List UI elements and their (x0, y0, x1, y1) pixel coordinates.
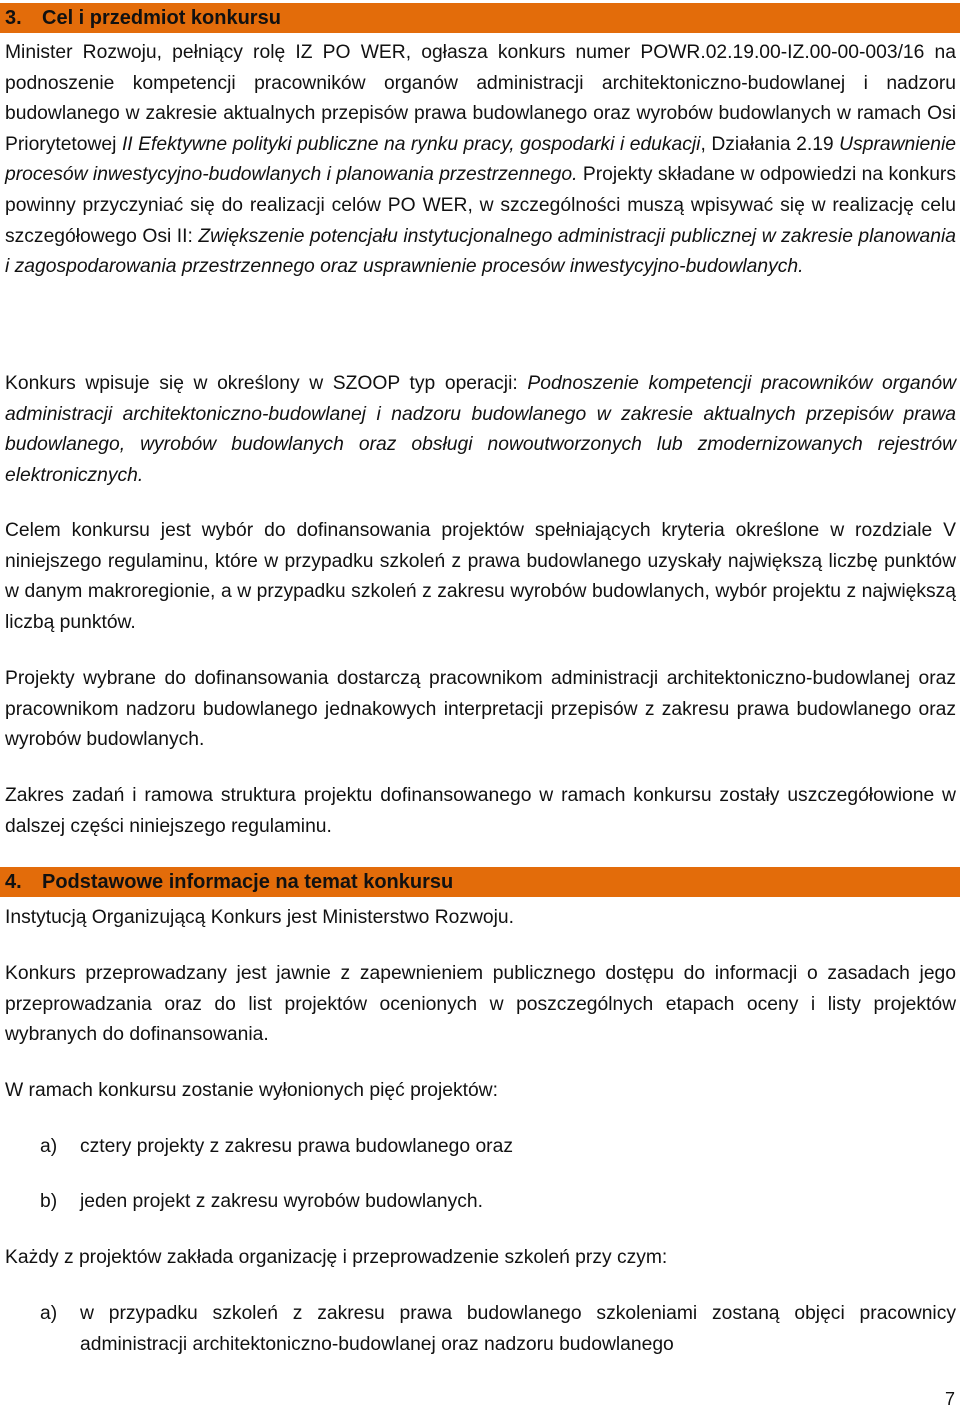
list-marker: a) (40, 1136, 58, 1157)
paragraph-competition-goal: Celem konkursu jest wybór do dofinansowania projektów spełniających kryteria określone w rozdziale V niniejszego regulaminu, które w przypadku szkoleń z prawa budowlanego uzyskały największą liczbę punktów w danym makroregionie, a w przypadku szkoleń z zakresu wyrobów budowlanych, wybór projektu z największą liczbą punktów. (5, 520, 956, 633)
text-run: Projekty składane w odpowiedzi na konkurs powinny przyczyniać się do realizacji celów PO WER, w szczególności muszą wpisywać się w realizację celu szczegółowego Osi II: (5, 164, 956, 247)
paragraph-training: Każdy z projektów zakłada organizację i przeprowadzenie szkoleń przy czym: (5, 1247, 668, 1268)
list-marker: a) (40, 1303, 58, 1324)
list-item (40, 1132, 956, 1163)
paragraph-competition-aim (5, 38, 956, 283)
list-item-text: jeden projekt z zakresu wyrobów budowlanych. (80, 1191, 483, 1212)
paragraph-scope: Zakres zadań i ramowa struktura projektu dofinansowanego w ramach konkursu zostały uszczegółowione w dalszej części niniejszego regulaminu. (5, 785, 956, 837)
section-number: 3. (5, 7, 22, 29)
page-number: 7 (944, 1389, 955, 1409)
list-item (40, 1299, 956, 1360)
text-run-italic: Zwiększenie potencjału instytucjonalnego administracji publicznej w zakresie planowania i zagospodarowania przestrzennego oraz usprawnienie procesów inwestycyjno-budowlanych. (5, 225, 956, 278)
text-run: , Działania 2.19 (700, 133, 840, 155)
list-item-text: w przypadku szkoleń z zakresu prawa budowlanego szkoleniami zostaną objęci pracownicy administracji architektoniczno-budowlanej oraz nadzoru budowlanego (80, 1303, 956, 1355)
section-number: 4. (5, 871, 22, 893)
paragraph-operation-type (5, 369, 956, 491)
text-run: Konkurs wpisuje się w określony w SZOOP typ operacji: (5, 373, 528, 394)
text-run: Minister Rozwoju, pełniący rolę IZ PO WER, ogłasza konkurs numer POWR.02.19.00-IZ.00-00-003/16 na podnoszenie kompetencji pracowników organów administracji architektoniczno-budowlanej i nadzoru budowlanego w zakresie aktualnych przepisów prawa budowlanego oraz wyrobów budowlanych w ramach Osi Priorytetowej (5, 42, 956, 155)
paragraph-five-projects: W ramach konkursu zostanie wyłonionych pięć projektów: (5, 1080, 498, 1101)
paragraph-transparency: Konkurs przeprowadzany jest jawnie z zapewnieniem publicznego dostępu do informacji o zasadach jego przeprowadzania oraz do list projektów ocenionych w poszczególnych etapach oceny i listy projektów wybranych do dofinansowania. (5, 963, 956, 1046)
section-title: Cel i przedmiot konkursu (42, 7, 281, 29)
text-run-italic: Podnoszenie kompetencji pracowników organów administracji architektoniczno-budowlanej i nadzoru budowlanego w zakresie aktualnych przepisów prawa budowlanego, wyrobów budowlanych oraz obsługi nowoutworzonych lub zmodernizowanych rejestrów elektronicznych. (5, 373, 956, 486)
paragraph-organizer: Instytucją Organizującą Konkurs jest Ministerstwo Rozwoju. (5, 907, 515, 928)
text-run-italic: Usprawnienie procesów inwestycyjno-budowlanych i planowania przestrzennego. (5, 133, 956, 186)
section-title: Podstawowe informacje na temat konkursu (42, 871, 454, 893)
paragraph-selected-projects: Projekty wybrane do dofinansowania dostarczą pracownikom administracji architektoniczno-budowlanej oraz pracownikom nadzoru budowlanego jednakowych interpretacji przepisów z zakresu prawa budowlanego oraz wyrobów budowlanych. (5, 668, 956, 751)
list-marker: b) (40, 1191, 58, 1212)
section-heading-3 (0, 3, 960, 33)
section-heading-4 (0, 867, 960, 897)
list-item-text: cztery projekty z zakresu prawa budowlanego oraz (80, 1136, 513, 1157)
text-run-italic: II Efektywne polityki publiczne na rynku pracy, gospodarki i edukacji (121, 133, 701, 155)
list-item (40, 1187, 956, 1218)
